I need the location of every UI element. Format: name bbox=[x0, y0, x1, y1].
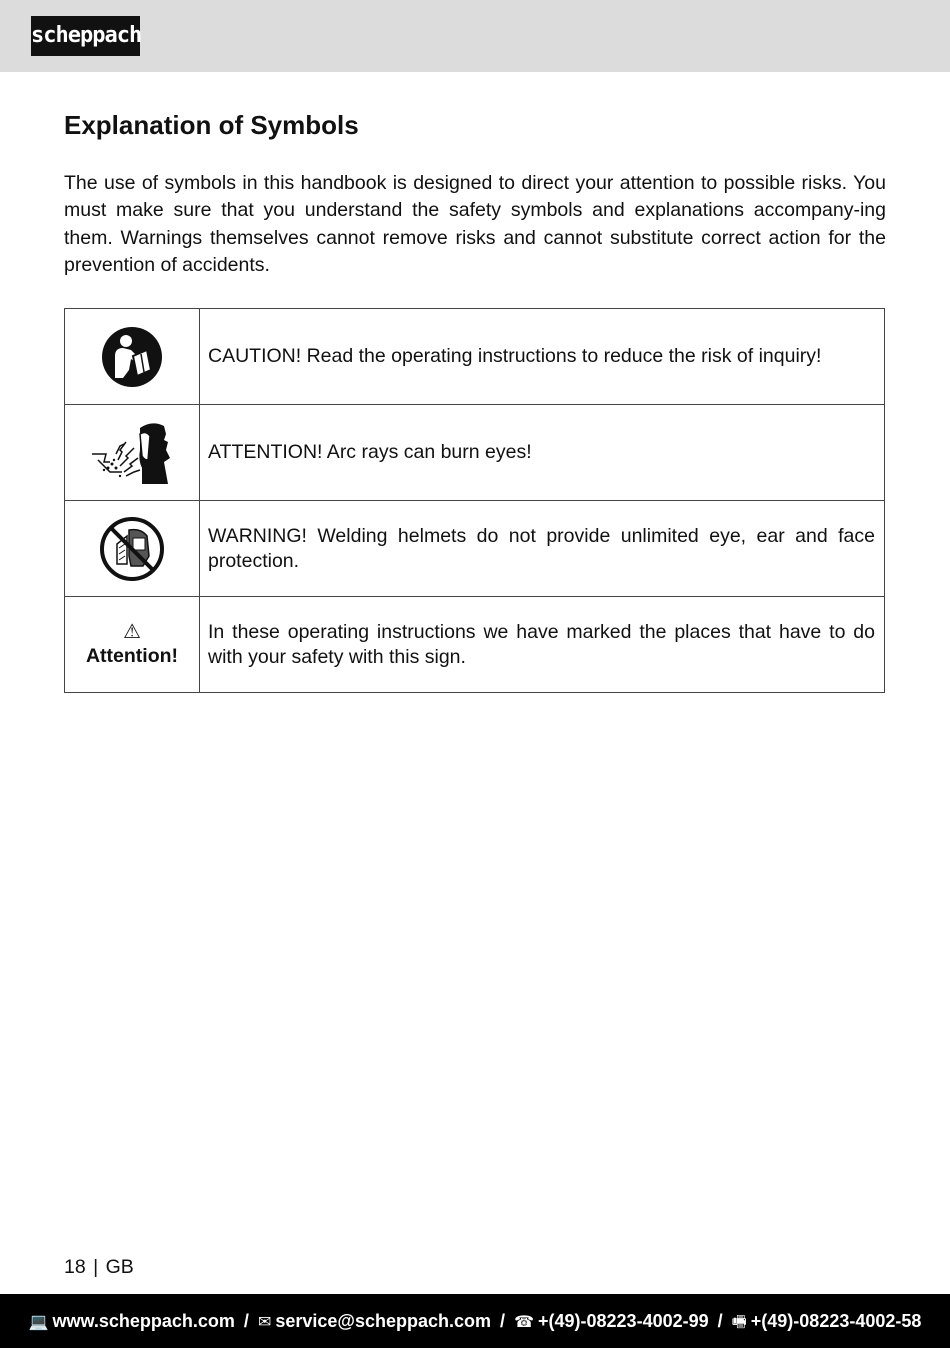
no-helmet-protection-icon bbox=[99, 516, 165, 582]
symbols-table bbox=[64, 308, 885, 693]
page-title: Explanation of Symbols bbox=[64, 110, 359, 140]
footer-fax: +(49)-08223-4002-58 bbox=[750, 1311, 922, 1331]
symbol-description: In these operating instructions we have marked the places that have to do with your safety with this sign. bbox=[200, 597, 885, 693]
email-icon: ✉ bbox=[257, 1314, 272, 1331]
table-row bbox=[65, 501, 885, 597]
page-language: GB bbox=[105, 1256, 134, 1278]
intro-paragraph: The use of symbols in this handbook is designed to direct your attention to possible risks. You must make sure that you understand the safety symbols and explanations accompany-ing them. Warnings themselves cannot remove risks and cannot substitute correct action for the prevention of accidents. bbox=[64, 172, 886, 276]
read-manual-icon bbox=[101, 326, 163, 388]
page-number bbox=[64, 1256, 134, 1279]
symbol-description: ATTENTION! Arc rays can burn eyes! bbox=[200, 405, 885, 501]
symbol-icon-cell bbox=[65, 597, 200, 693]
footer-email[interactable]: service@scheppach.com bbox=[275, 1311, 492, 1331]
attention-label: Attention! bbox=[85, 644, 179, 667]
symbol-icon-cell bbox=[65, 501, 200, 597]
page-header bbox=[0, 0, 950, 72]
footer-separator: / bbox=[500, 1311, 506, 1331]
symbol-icon-cell bbox=[65, 309, 200, 405]
table-row bbox=[65, 405, 885, 501]
fax-icon: 🖷 bbox=[731, 1314, 747, 1331]
footer-phone: +(49)-08223-4002-99 bbox=[538, 1311, 709, 1331]
computer-icon: 💻 bbox=[28, 1314, 49, 1331]
page-number-divider: | bbox=[93, 1256, 99, 1278]
scheppach-logo: scheppach bbox=[31, 16, 140, 56]
symbol-description: CAUTION! Read the operating instructions to reduce the risk of inquiry! bbox=[200, 309, 885, 405]
table-row bbox=[65, 597, 885, 693]
phone-icon: ☎ bbox=[514, 1314, 534, 1331]
table-row bbox=[65, 309, 885, 405]
footer-website[interactable]: www.scheppach.com bbox=[52, 1311, 235, 1331]
footer-separator: / bbox=[717, 1311, 723, 1331]
symbol-description: WARNING! Welding helmets do not provide unlimited eye, ear and face protection. bbox=[200, 501, 885, 597]
footer-separator: / bbox=[243, 1311, 249, 1331]
arc-rays-icon bbox=[90, 420, 174, 486]
symbol-icon-cell bbox=[65, 405, 200, 501]
page-number-value: 18 bbox=[64, 1256, 86, 1278]
warning-triangle-icon: ⚠ bbox=[123, 620, 141, 643]
page-footer bbox=[0, 1294, 950, 1348]
